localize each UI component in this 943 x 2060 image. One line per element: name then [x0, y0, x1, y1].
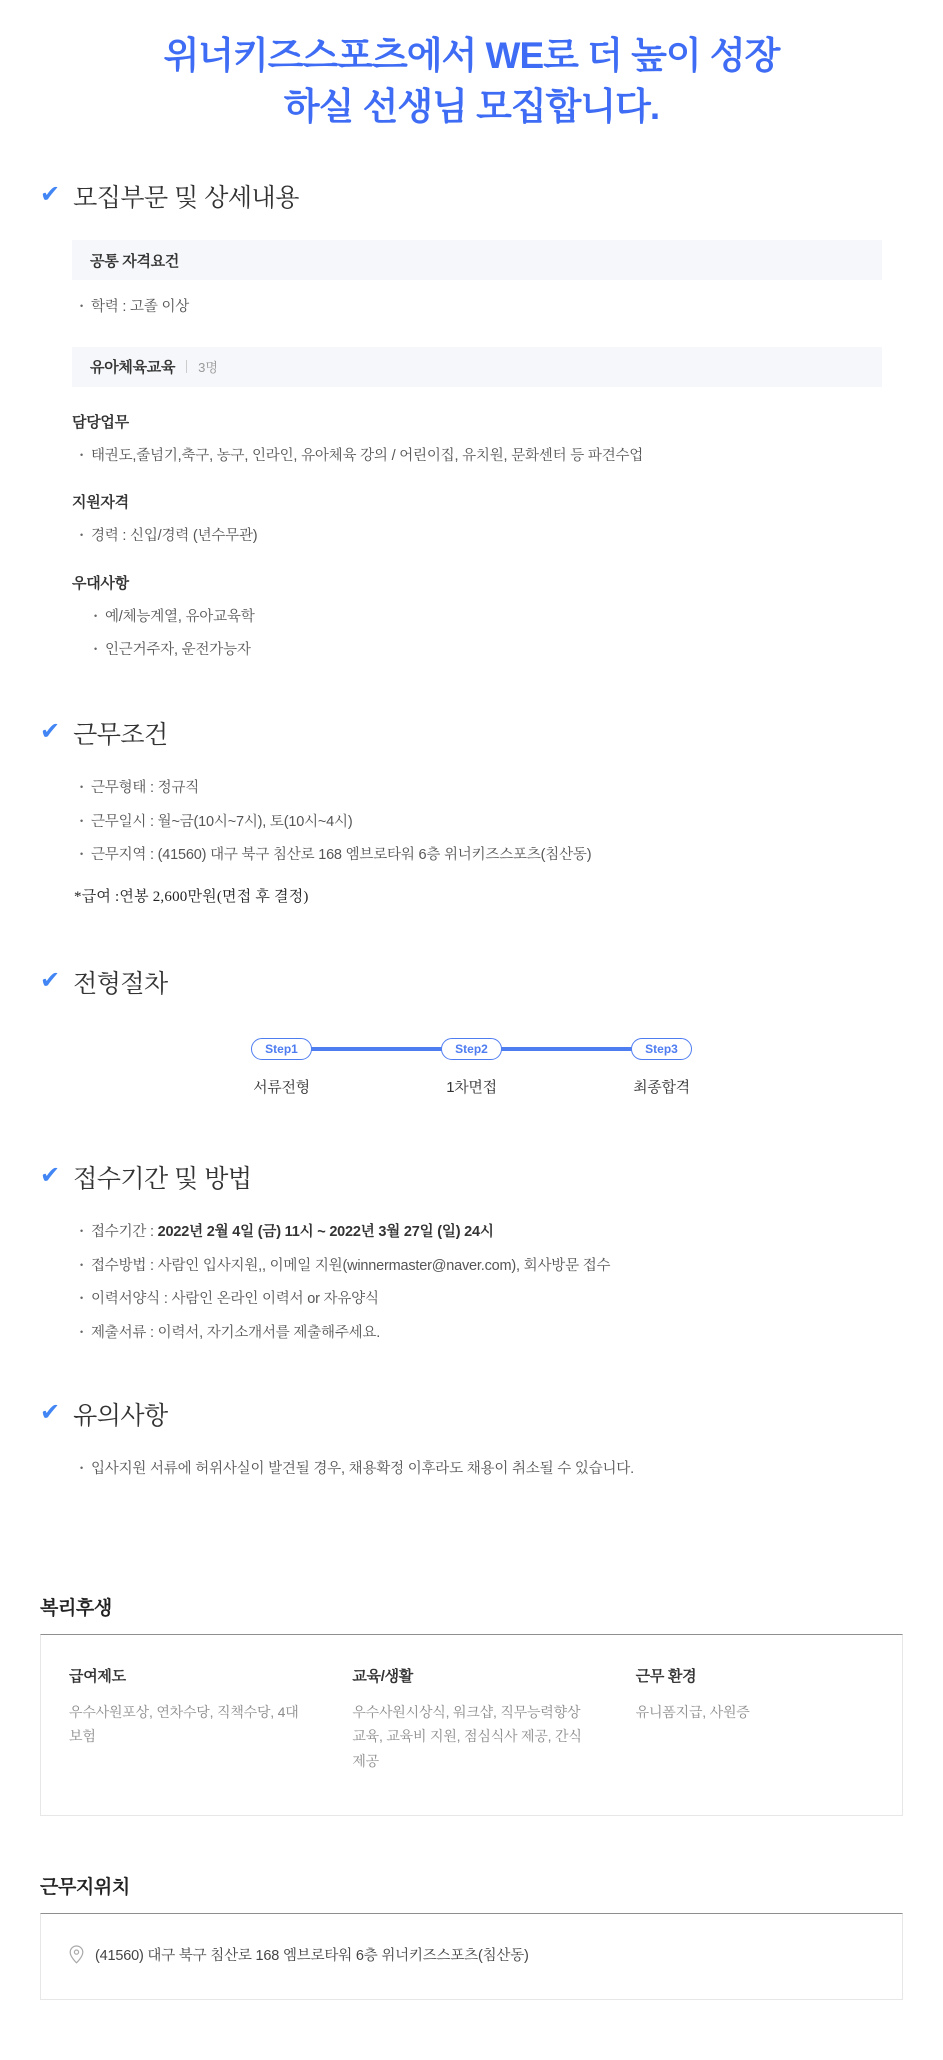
common-qualification-title: 공통 자격요건 [90, 252, 180, 270]
benefits-heading: 복리후생 [40, 1597, 112, 1619]
application-period-item [80, 1221, 903, 1243]
section-recruit [40, 178, 903, 661]
benefit-column-education [352, 1665, 590, 1774]
section-notice-heading: 유의사항 [73, 1402, 168, 1431]
section-notice [40, 1396, 903, 1480]
map-pin-icon [69, 1945, 84, 1964]
step-badge: Step3 [631, 1038, 692, 1060]
benefit-column-environment [636, 1665, 874, 1774]
divider [186, 360, 187, 373]
section-notice-heading-row [40, 1396, 903, 1432]
check-icon: ✔ [40, 1162, 61, 1190]
list-item: • 제출서류 : 이력서, 자기소개서를 제출해주세요. [80, 1322, 903, 1344]
process-steps [237, 1038, 707, 1097]
section-apply-heading-row [40, 1159, 903, 1195]
benefit-column-title: 교육/생활 [352, 1667, 413, 1685]
list-item: • 입사지원 서류에 허위사실이 발견될 경우, 채용확정 이후라도 채용이 취소될 수 있습니다. [80, 1458, 903, 1480]
check-icon: ✔ [40, 1399, 61, 1427]
section-work-conditions [40, 715, 903, 905]
benefit-column-pay [69, 1665, 307, 1774]
job-headcount: 3명 [198, 360, 218, 376]
benefit-column-desc: 우수사원시상식, 워크샵, 직무능력향상교육, 교육비 지원, 점심식사 제공, 간식 제공 [352, 1703, 582, 1769]
section-recruit-heading: 모집부문 및 상세내용 [73, 184, 299, 213]
section-work-heading-row [40, 715, 903, 751]
list-item: • 태권도,줄넘기,축구, 농구, 인라인, 유아체육 강의 / 어린이집, 유치원, 문화센터 등 파견수업 [80, 445, 903, 467]
list-item: • 인근거주자, 운전가능자 [94, 639, 903, 661]
salary-note: *급여 :연봉 2,600만원(면접 후 결정) [74, 888, 309, 905]
section-application [40, 1159, 903, 1344]
qualification-title: 지원자격 [72, 494, 129, 512]
job-title-bar [72, 347, 882, 387]
duty-title: 담당업무 [72, 413, 129, 431]
list-item: • 예/체능계열, 유아교육학 [94, 606, 903, 628]
list-item: • 경력 : 신입/경력 (년수무관) [80, 525, 903, 547]
list-item: • 근무일시 : 월~금(10시~7시), 토(10시~4시) [80, 811, 903, 833]
preference-list [72, 606, 903, 662]
location-box [40, 1913, 903, 2000]
list-item: • 접수방법 : 사람인 입사지원,, 이메일 지원(winnermaster@naver.com), 회사방문 접수 [80, 1255, 903, 1277]
check-icon: ✔ [40, 718, 61, 746]
step-item-3 [617, 1038, 707, 1097]
step-badge: Step2 [441, 1038, 502, 1060]
benefits-section [40, 1593, 903, 1817]
duty-list [72, 445, 903, 467]
check-icon: ✔ [40, 181, 61, 209]
step-item-1 [237, 1038, 327, 1097]
list-item: • 이력서양식 : 사람인 온라인 이력서 or 자유양식 [80, 1288, 903, 1310]
benefits-box [40, 1634, 903, 1817]
qualification-list [72, 525, 903, 547]
location-heading: 근무지위치 [40, 1877, 130, 1899]
benefit-column-desc: 유니폼지급, 사원증 [635, 1703, 750, 1720]
step-label: 최종합격 [633, 1079, 690, 1097]
work-conditions-list [72, 777, 903, 866]
preference-title: 우대사항 [72, 574, 129, 592]
application-period-value: 2022년 2월 4일 (금) 11시 ~ 2022년 3월 27일 (일) 24시 [157, 1224, 494, 1241]
step-label: 서류전형 [253, 1079, 310, 1097]
section-process-heading-row [40, 964, 903, 1000]
workplace-address: (41560) 대구 북구 침산로 168 엠브로타워 6층 위너키즈스포츠(침산동) [95, 1948, 529, 1965]
page-title-line1: 위너키즈스포츠에서 WE로 더 높이 성장 [163, 35, 780, 76]
section-process-heading: 전형절차 [73, 969, 168, 998]
notice-list [72, 1458, 903, 1480]
section-apply-heading: 접수기간 및 방법 [73, 1165, 252, 1194]
step-badge: Step1 [251, 1038, 312, 1060]
list-item: • 근무지역 : (41560) 대구 북구 침산로 168 엠브로타워 6층 위너키즈스포츠(침산동) [80, 844, 903, 866]
common-qualification-list [72, 296, 903, 318]
page-title-line2: 하실 선생님 모집합니다. [283, 86, 660, 128]
application-list [72, 1221, 903, 1344]
list-item: • 근무형태 : 정규직 [80, 777, 903, 799]
benefit-column-title: 급여제도 [69, 1667, 126, 1685]
page-title [40, 30, 903, 132]
job-title: 유아체육교육 [90, 359, 176, 377]
check-icon: ✔ [40, 966, 61, 994]
section-hiring-process [40, 964, 903, 1097]
step-item-2 [427, 1038, 517, 1097]
section-work-heading: 근무조건 [73, 721, 168, 750]
benefit-column-desc: 우수사원포상, 연차수당, 직책수당, 4대 보험 [69, 1703, 299, 1745]
section-recruit-heading-row [40, 178, 903, 214]
list-item: • 학력 : 고졸 이상 [80, 296, 903, 318]
benefit-column-title: 근무 환경 [635, 1667, 697, 1685]
step-label: 1차면접 [446, 1079, 497, 1097]
common-qualification-bar [72, 240, 882, 280]
location-section [40, 1872, 903, 2000]
application-period-label: 접수기간 : [90, 1224, 158, 1241]
